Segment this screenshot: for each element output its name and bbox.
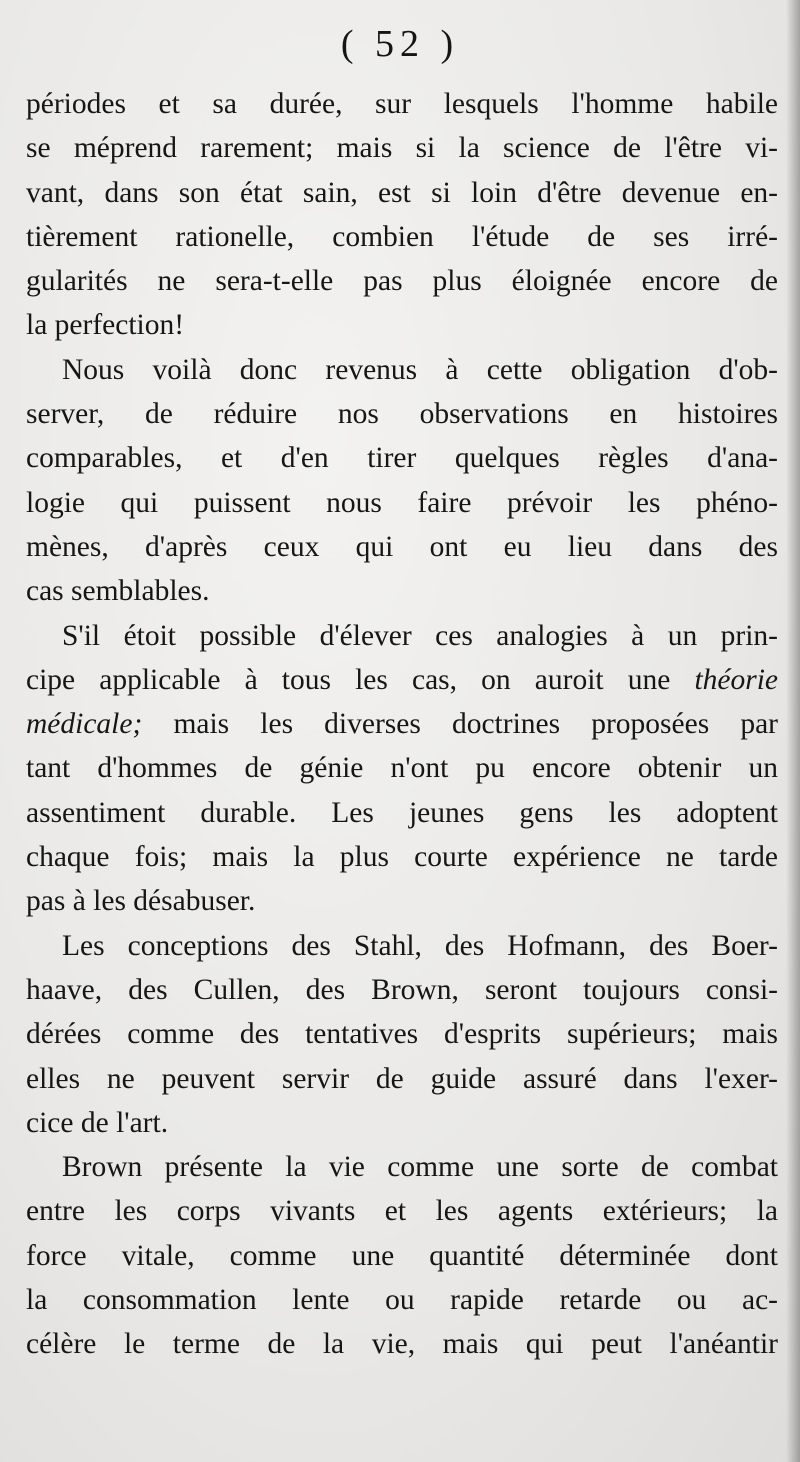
- text-line: comparables, et d'en tirer quelques règles d'ana-: [26, 442, 778, 475]
- text-line: Brown présente la vie comme une sorte de combat: [62, 1151, 778, 1184]
- text-line: cice de l'art.: [26, 1106, 169, 1139]
- text-line: gularités ne sera-t-elle pas plus éloignée encore de: [26, 265, 778, 298]
- text-line: célère le terme de la vie, mais qui peut l'anéantir: [26, 1328, 778, 1361]
- text-line: tièrement rationelle, combien l'étude de ses irré-: [26, 220, 778, 253]
- text-line: elles ne peuvent servir de guide assuré dans l'exer-: [26, 1062, 778, 1095]
- page-edge-shadow: [786, 0, 800, 1462]
- text-line: la perfection!: [26, 309, 185, 342]
- text-line: entre les corps vivants et les agents extérieurs; la: [26, 1195, 778, 1228]
- text-line: mènes, d'après ceux qui ont eu lieu dans des: [26, 530, 778, 563]
- text-line: périodes et sa durée, sur lesquels l'homme habile: [26, 88, 778, 120]
- text-line: cipe applicable à tous les cas, on auroit une théorie: [26, 663, 778, 696]
- text-line: se méprend rarement; mais si la science de l'être vi-: [26, 132, 778, 165]
- text-line: la consommation lente ou rapide retarde ou ac-: [26, 1284, 778, 1317]
- page-number: ( 52 ): [340, 23, 460, 65]
- text-line: Nous voilà donc revenus à cette obligation d'ob-: [62, 353, 778, 386]
- text-line: tant d'hommes de génie n'ont pu encore obtenir un: [26, 752, 778, 785]
- body-text: [26, 82, 778, 1367]
- text-line: server, de réduire nos observations en histoires: [26, 398, 778, 431]
- text-line: chaque fois; mais la plus courte expérience ne tarde: [26, 841, 778, 874]
- text-line: médicale; mais les diverses doctrines proposées par: [26, 708, 778, 741]
- text-line: pas à les désabuser.: [26, 885, 256, 918]
- text-line: Les conceptions des Stahl, des Hofmann, des Boer-: [62, 929, 778, 962]
- text-line: dérées comme des tentatives d'esprits supérieurs; mais: [26, 1018, 778, 1051]
- text-line: logie qui puissent nous faire prévoir les phéno-: [26, 486, 778, 519]
- text-line: cas semblables.: [26, 575, 210, 608]
- text-line: force vitale, comme une quantité déterminée dont: [26, 1239, 778, 1272]
- text-line: haave, des Cullen, des Brown, seront toujours consi-: [26, 973, 778, 1006]
- text-line: S'il étoit possible d'élever ces analogies à un prin-: [62, 619, 778, 652]
- text-line: vant, dans son état sain, est si loin d'être devenue en-: [26, 176, 778, 209]
- text-line: assentiment durable. Les jeunes gens les adoptent: [26, 796, 778, 829]
